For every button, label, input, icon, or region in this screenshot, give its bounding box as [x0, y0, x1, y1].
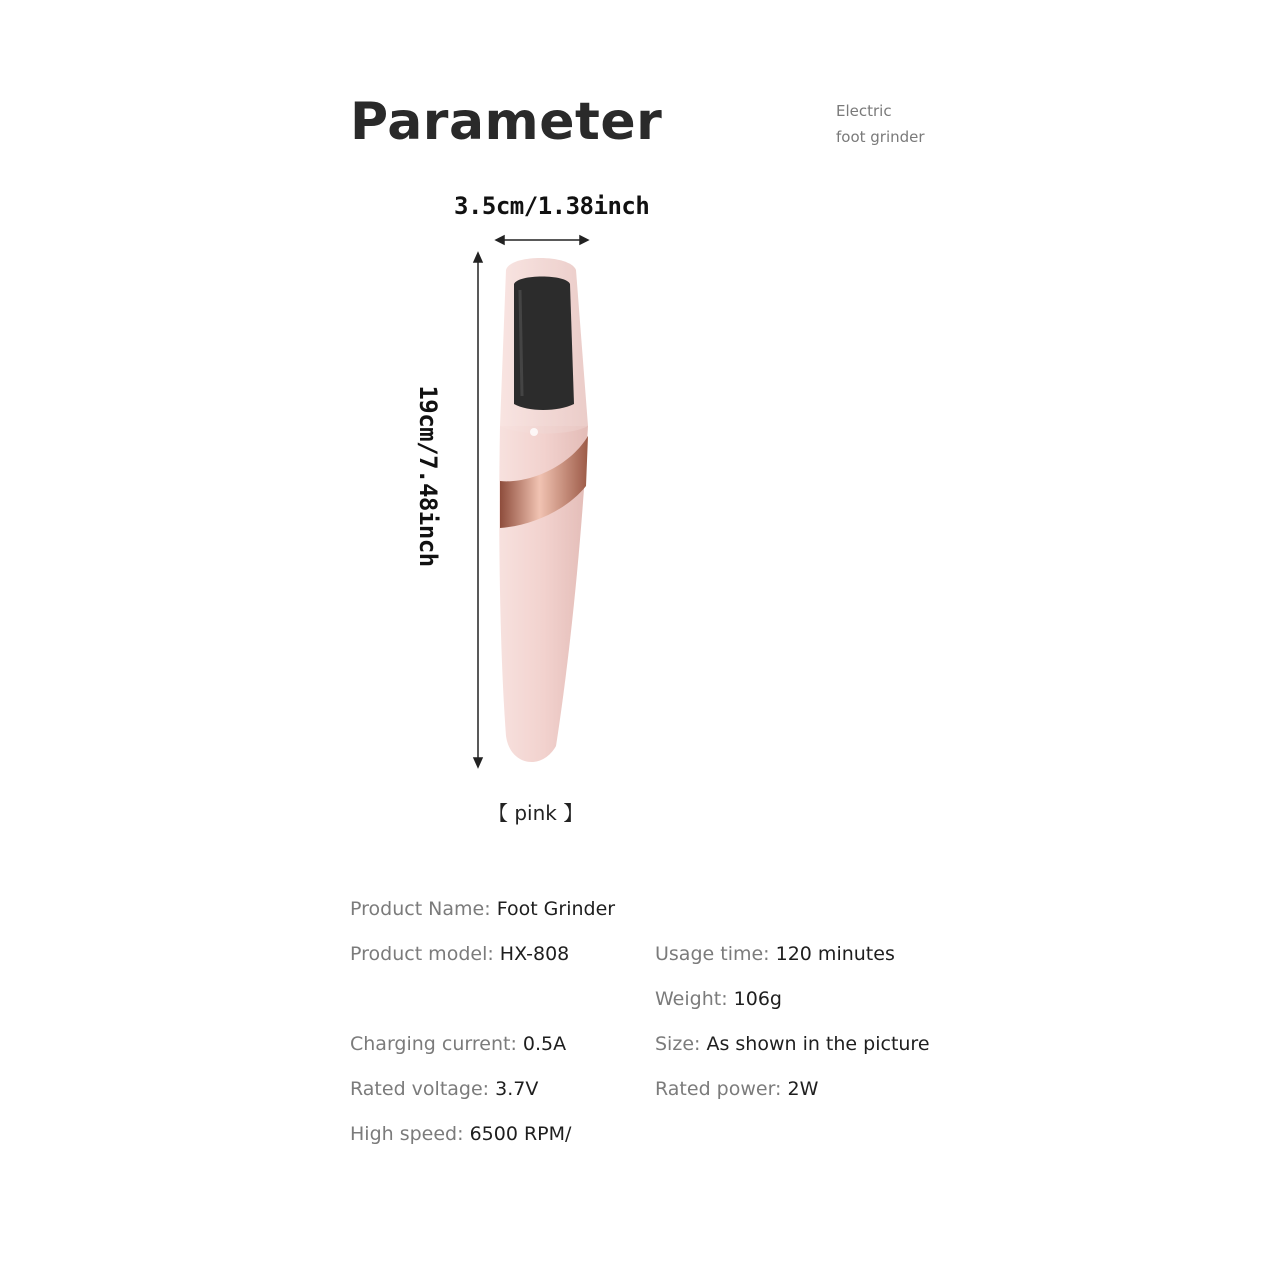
- spec-label: Product Name:: [350, 898, 491, 920]
- color-variant-label: 【 pink 】: [488, 801, 584, 825]
- spec-label: Size:: [655, 1033, 701, 1055]
- width-dimension-label: 3.5cm/1.38inch: [454, 192, 650, 220]
- spec-weight: [655, 988, 782, 1010]
- foot-grinder-image: [470, 236, 610, 776]
- spec-label: Usage time:: [655, 943, 770, 965]
- spec-value: Foot Grinder: [496, 898, 616, 920]
- spec-product-model: [350, 943, 569, 965]
- spec-product-name: [350, 898, 615, 920]
- spec-value: 0.5A: [522, 1033, 567, 1055]
- spec-rated-voltage: [350, 1078, 538, 1100]
- spec-value: 120 minutes: [775, 943, 895, 965]
- product-subtitle: [836, 98, 925, 150]
- page-title: Parameter: [350, 92, 663, 152]
- spec-label: Rated power:: [655, 1078, 782, 1100]
- spec-value: 3.7V: [495, 1078, 539, 1100]
- spec-label: Charging current:: [350, 1033, 517, 1055]
- spec-label: Product model:: [350, 943, 494, 965]
- subtitle-line-1: Electric: [836, 102, 892, 120]
- spec-rated-power: [655, 1078, 818, 1100]
- subtitle-line-2: foot grinder: [836, 128, 925, 146]
- spec-value: 106g: [733, 988, 782, 1010]
- height-dimension-label: 19cm/7.48inch: [414, 385, 442, 567]
- spec-value: 6500 RPM/: [469, 1123, 572, 1145]
- spec-label: Weight:: [655, 988, 728, 1010]
- spec-usage-time: [655, 943, 895, 965]
- spec-high-speed: [350, 1123, 571, 1145]
- spec-label: Rated voltage:: [350, 1078, 490, 1100]
- spec-size: [655, 1033, 930, 1055]
- spec-value: 2W: [787, 1078, 819, 1100]
- spec-label: High speed:: [350, 1123, 464, 1145]
- spec-value: As shown in the picture: [706, 1033, 930, 1055]
- spec-charging-current: [350, 1033, 566, 1055]
- spec-value: HX-808: [499, 943, 570, 965]
